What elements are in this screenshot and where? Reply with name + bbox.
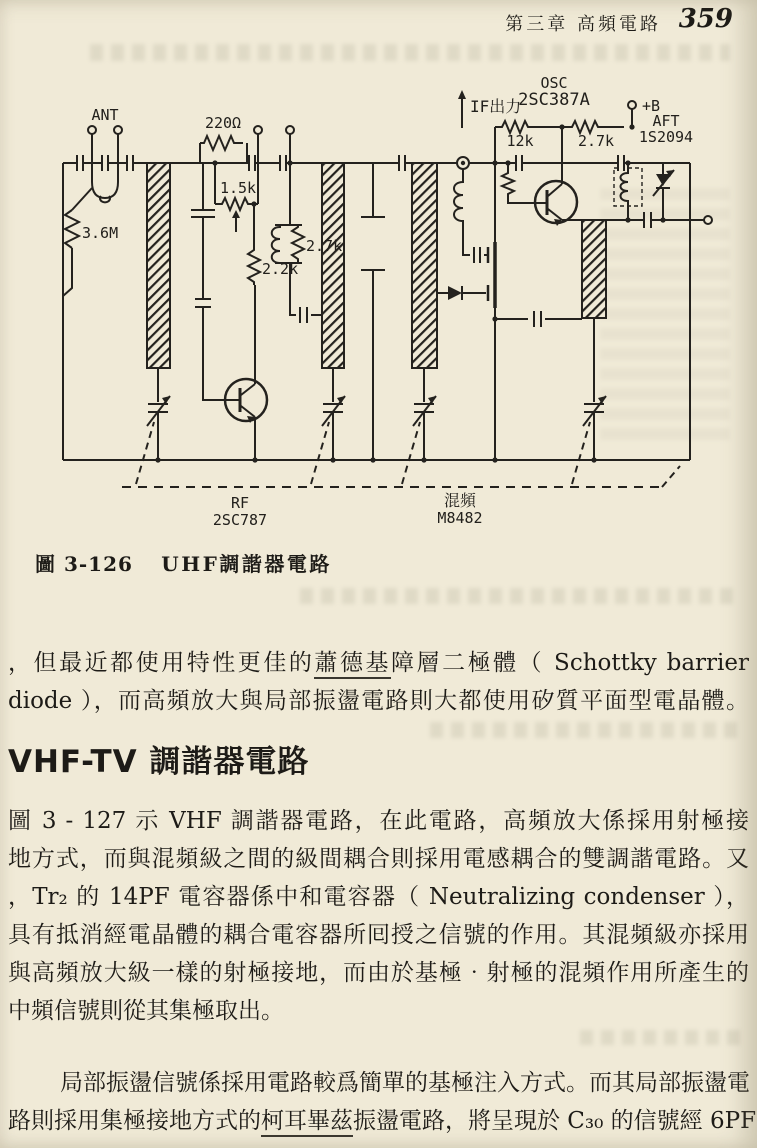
figure-caption [35, 548, 332, 577]
figure-3-126-circuit-diagram [50, 70, 730, 545]
chapter-header: 第三章 高頻電路 [505, 14, 661, 35]
emphasized-term-schottky: 蕭德基 [314, 650, 391, 679]
emphasized-term-colpitts: 柯耳畢茲 [261, 1108, 353, 1137]
paragraph-text: 振盪電路，將呈現於 C₃₀ 的信號經 6PF [353, 1108, 757, 1134]
rf-part-label: 2SC787 [212, 511, 268, 529]
paragraph-3-line-2 [8, 1102, 757, 1140]
uhf-tuner-schematic [50, 70, 730, 545]
page-number: 359 [678, 4, 733, 34]
r27k-mid-label: 2.7k [306, 237, 343, 255]
rf-label: RF [230, 494, 250, 512]
if-out-label: IF出力 [470, 97, 522, 116]
r22k-label: 2.2k [262, 260, 299, 278]
ant-label: ANT [91, 106, 119, 124]
bleed-through-smudge [90, 44, 730, 61]
paragraph-text: 障層二極體（ Schottky barrier [391, 650, 750, 676]
r220-label: 220Ω [204, 114, 242, 132]
paragraph-2-line: 與高頻放大級一樣的射極接地，而由於基極‧射極的混頻作用所產生的 [8, 960, 749, 986]
figure-caption-number: 圖 3-126 [35, 552, 133, 576]
r15k-label: 1.5k [219, 179, 257, 197]
paragraph-1-line-2: diode ），而高頻放大與局部振盪電路則大都使用矽質平面型電晶體。 [8, 688, 749, 714]
r36m-label: 3.6M [82, 224, 119, 242]
bleed-through-smudge [430, 722, 740, 738]
aft-label: AFT [652, 112, 680, 130]
r12k-label: 12k [506, 132, 534, 150]
paragraph-2-line: 具有抵消經電晶體的耦合電容器所囘授之信號的作用。其混頻級亦採用 [8, 922, 749, 948]
figure-caption-title: UHF調諧器電路 [161, 552, 332, 576]
paragraph-3-line-1: 局部振盪信號係採用電路較爲簡單的基極注入方式。而其局部振盪電 [60, 1070, 750, 1096]
paragraph-2-line: 圖 3 - 127 示 VHF 調諧器電路，在此電路，高頻放大係採用射極接 [8, 808, 749, 834]
paragraph-text: ，但最近都使用特性更佳的 [8, 650, 315, 676]
bleed-through-smudge [300, 588, 740, 604]
paragraph-2-line: 中頻信號則從其集極取出。 [8, 998, 284, 1024]
r27k-top-label: 2.7k [577, 132, 615, 150]
paragraph-1-line-1 [8, 644, 749, 682]
plus-b-label: +B [642, 97, 661, 115]
section-heading: VHF-TV 調諧器電路 [8, 744, 310, 780]
mixer-label: 混頻 [443, 491, 477, 510]
mixer-part-label: M8482 [437, 509, 483, 527]
osc-label: OSC [540, 74, 568, 92]
paragraph-2-line: 地方式，而與混頻級之間的級間耦合則採用電感耦合的雙調諧電路。又 [8, 846, 749, 872]
bleed-through-smudge [580, 1030, 740, 1045]
paragraph-text: 路則採用集極接地方式的 [8, 1108, 261, 1134]
osc-part-label: 2SC387A [518, 90, 590, 110]
paragraph-2-line: ，Tr₂ 的 14PF 電容器係中和電容器（ Neutralizing condenser ）， [8, 884, 749, 910]
aft-part-label: 1S2094 [638, 128, 694, 146]
